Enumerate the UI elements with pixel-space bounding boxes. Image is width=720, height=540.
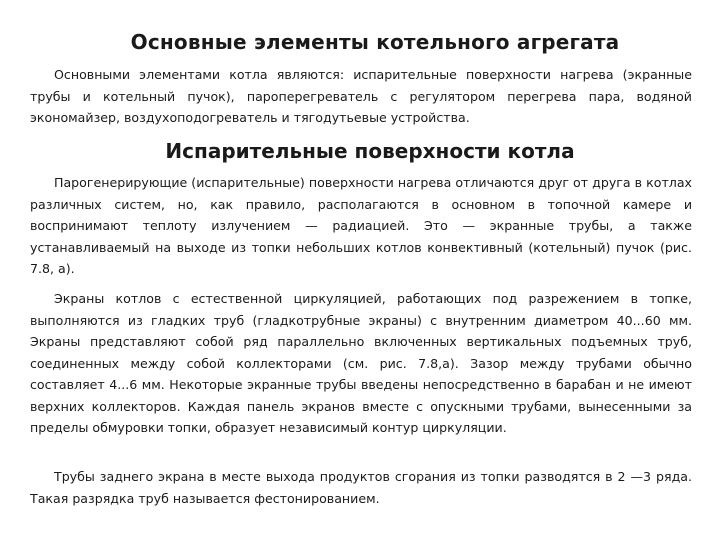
body-paragraph-1: Парогенерирующие (испарительные) поверхности нагрева отличаются друг от друга в котлах различных систем, но, как правило, располагаются в основном в топочной камере и воспринимают теплоту излучением — радиацией. Это — экранные трубы, а также устанавливаемый на выходе из топки небольших котлов конвективный (котельный) пучок (рис. 7.8, а).: [30, 175, 692, 276]
body-paragraph-3: Трубы заднего экрана в месте выхода продуктов сгорания из топки разводятся в 2 —3 ряда. Такая разрядка труб называется фестонированием.: [30, 469, 692, 506]
body-paragraph-2: Экраны котлов с естественной циркуляцией, работающих под разрежением в топке, выполняются из гладких труб (гладкотрубные экраны) с внутренним диаметром 40...60 мм. Экраны представляют собой ряд параллельно включенных вертикальных подъемных труб, соединенных между собой коллекторами (см. рис. 7.8,а). Зазор между трубами обычно составляет 4...6 мм. Некоторые экранные трубы введены непосредственно в барабан и не имеют верхних коллекторов. Каждая панель экранов вместе с опускными трубами, вынесенными за пределы обмуровки топки, образует независимый контур циркуляции.: [30, 291, 692, 435]
section-subtitle: Испарительные поверхности котла: [165, 139, 575, 163]
slide-title: Основные элементы котельного агрегата: [130, 30, 620, 54]
intro-paragraph: Основными элементами котла являются: испарительные поверхности нагрева (экранные трубы и котельный пучок), пароперегреватель с регулятором перегрева пара, водяной экономайзер, воздухоподогреватель и тягодутьевые устройства.: [30, 67, 692, 125]
